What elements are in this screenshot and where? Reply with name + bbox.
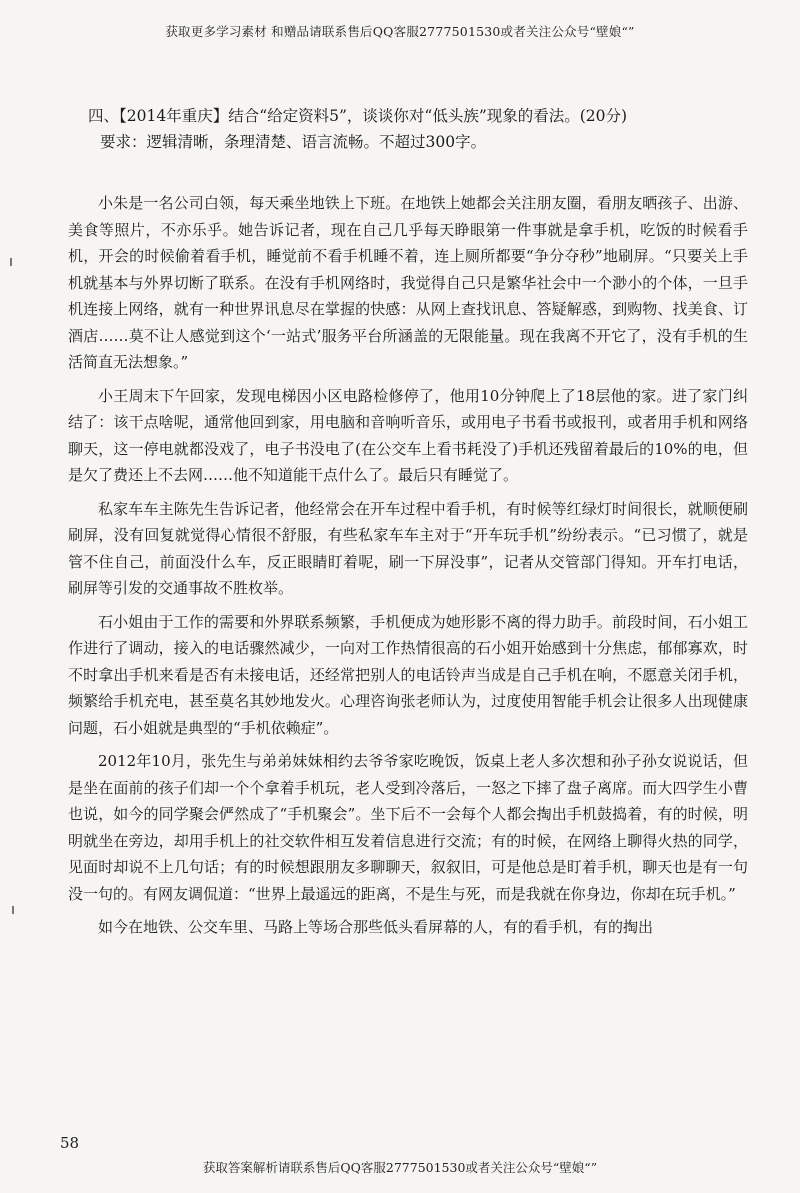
paragraph: 2012年10月，张先生与弟弟妹妹相约去爷爷家吃晚饭，饭桌上老人多次想和孙子孙女说说话，但是坐在面前的孩子们却一个个拿着手机玩，老人受到冷落后，一怒之下摔了盘子离席。而大四学生小曹也说，如今的同学聚会俨然成了“手机聚会”。坐下后不一会每个人都会掏出手机鼓捣着，有的时候，明明就坐在旁边，却用手机上的社交软件相互发着信息进行交流；有的时候，在网络上聊得火热的同学，见面时却说不上几句话；有的时候想跟朋友多聊聊天，叙叙旧，可是他总是盯着手机，聊天也是有一句没一句的。有网友调侃道：“世界上最遥远的距离，不是生与死，而是我就在你身边，你却在玩手机。” bbox=[68, 752, 748, 903]
paragraph: 私家车车主陈先生告诉记者，他经常会在开车过程中看手机，有时候等红绿灯时间很长，就顺便刷刷屏，没有回复就觉得心情很不舒服，有些私家车车主对于“开车玩手机”纷纷表示。“已习惯了，就是管不住自己，前面没什么车，反正眼睛盯着呢，刷一下屏没事”，记者从交管部门得知。开车打电话，刷屏等引发的交通事故不胜枚举。 bbox=[68, 499, 748, 597]
scan-speck bbox=[12, 906, 14, 914]
footer-note: 获取答案解析请联系售后QQ客服2777501530或者关注公众号“壁娘“” bbox=[202, 1160, 598, 1175]
paragraph: 如今在地铁、公交车里、马路上等场合那些低头看屏幕的人，有的看手机，有的掏出 bbox=[98, 918, 654, 936]
page-number: 58 bbox=[60, 1134, 80, 1152]
header-note: 获取更多学习素材 和赠品请联系售后QQ客服2777501530或者关注公众号“壁娘“” bbox=[165, 24, 635, 39]
paragraph: 石小姐由于工作的需要和外界联系频繁，手机便成为她形影不离的得力助手。前段时间，石小姐工作进行了调动，接入的电话骤然减少，一向对工作热情很高的石小姐开始感到十分焦虑，郁郁寡欢，时不时拿出手机来看是否有未接电话，还经常把别人的电话铃声当成是自己手机在响，不愿意关闭手机，频繁给手机充电，甚至莫名其妙地发火。心理咨询张老师认为，过度使用智能手机会让很多人出现健康问题，石小姐就是典型的“手机依赖症”。 bbox=[68, 612, 748, 737]
paragraph: 小王周末下午回家，发现电梯因小区电路检修停了，他用10分钟爬上了18层他的家。进了家门纠结了：该干点啥呢，通常他回到家，用电脑和音响听音乐，或用电子书看书或报刊，或者用手机和网络聊天，这一停电就都没戏了，电子书没电了(在公交车上看书耗没了)手机还残留着最后的10%的电，但是欠了费还上不去网……他不知道能干点什么了。最后只有睡觉了。 bbox=[68, 386, 748, 484]
question-block bbox=[88, 103, 760, 155]
material-text bbox=[68, 190, 748, 948]
paragraph: 小朱是一名公司白领，每天乘坐地铁上下班。在地铁上她都会关注朋友圈，看朋友晒孩子、出游、美食等照片，不亦乐乎。她告诉记者，现在自己几乎每天睁眼第一件事就是拿手机，吃饭的时候看手机，开会的时候偷着看手机，睡觉前不看手机睡不着，连上厕所都要“争分夺秒”地刷屏。“只要关上手机就基本与外界切断了联系。在没有手机网络时，我觉得自己只是繁华社会中一个渺小的个体，一旦手机连接上网络，就有一种世界讯息尽在掌握的快感：从网上查找讯息、答疑解惑，到购物、找美食、订酒店……莫不让人感觉到这个‘一站式’服务平台所涵盖的无限能量。现在我离不开它了，没有手机的生活简直无法想象。” bbox=[68, 194, 748, 371]
question-requirement: 要求：逻辑清晰，条理清楚、语言流畅。不超过300字。 bbox=[100, 133, 487, 151]
question-title: 四、【2014年重庆】结合“给定资料5”，谈谈你对“低头族”现象的看法。(20分) bbox=[88, 107, 628, 125]
scan-speck bbox=[10, 258, 12, 266]
